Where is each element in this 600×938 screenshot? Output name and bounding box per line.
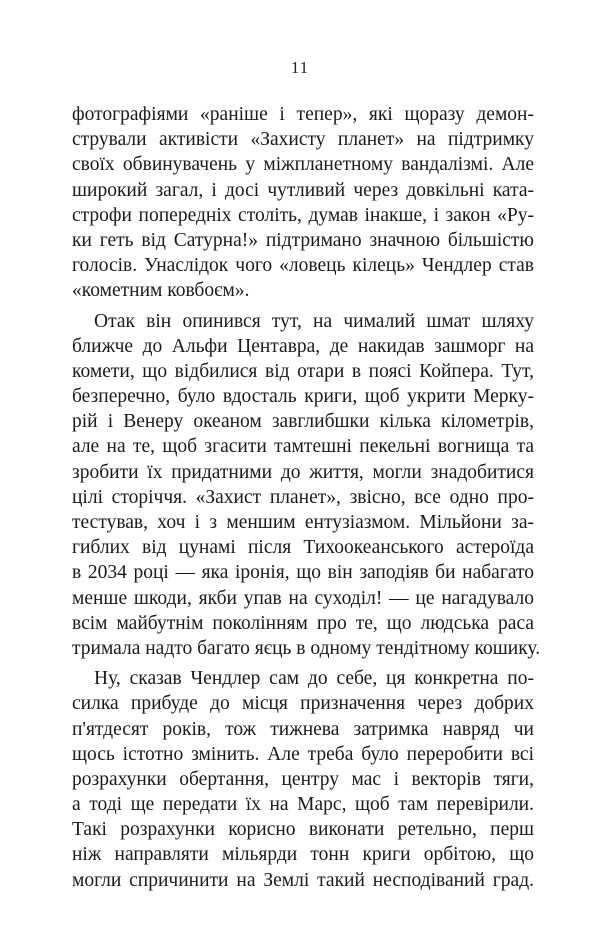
text-line: безперечно, було вдосталь криги, щоб укрити Мерку- [72,386,534,408]
paragraph-1 [72,102,534,304]
text-line: ближче до Альфи Центавра, де накидав зашморг на [72,335,534,357]
text-line: тестував, хоч і з меншим ентузіазмом. Мільйони за- [72,512,534,533]
text-line: голосів. Унаслідок чого «ловець кілець» Чендлер став [72,255,534,277]
text-line: силка прибуде до місця призначення через добрих [72,693,534,715]
text-line: стрували активісти «Захисту планет» на підтримку [72,129,534,151]
text-line: Отак він опинився тут, на чималий шмат шляху [94,310,534,332]
text-line: строфи попередніх століть, думав інакше, і закон «Ру- [72,204,534,226]
text-line: «кометним ковбоєм». [72,280,250,302]
text-line: комети, що відбилися від отари в поясі Койпера. Тут, [72,360,534,382]
text-line: широкий загал, і досі чутливий через довкільні ката- [72,179,534,201]
page-number: 11 [290,58,310,77]
text-line: тримала надто багато яєць в одному тендітному кошику. [72,637,541,659]
text-line: ніж направляти мільярди тонн криги орбітою, що [72,844,534,866]
text-line: ки геть від Сатурна!» підтримано значною більшістю [72,229,534,251]
text-line: п'ятдесят років, тож тижнева затримка навряд чи [72,718,534,740]
text-line: своїх обвинувачень у міжпланетному вандалізмі. Але [72,154,534,176]
text-line: Ну, сказав Чендлер сам до себе, ця конкретна по- [94,668,534,690]
text-line: фотографіями «раніше і тепер», які щоразу демон- [72,104,534,125]
text-line: а тоді ще передати їх на Марс, щоб там перевірили. [72,794,534,816]
text-line: менше шкоди, якби упав на суходіл! — це нагадувало [72,587,534,609]
text-line: щось істотно змінить. Але треба було переробити всі [72,743,534,765]
text-line: розрахунки обертання, центру мас і векторів тяги, [72,768,534,790]
text-line: зробити їх придатними до життя, могли знадобитися [72,461,534,483]
paragraph-3 [72,666,534,893]
text-line: в 2034 році — яка іронія, що він заподіяв би набагато [72,562,534,584]
body-text [72,102,541,893]
text-line: всім майбутнім поколінням про те, що людська раса [72,612,534,634]
text-line: рій і Венеру океаном завглибшки кілька кілометрів, [72,411,534,433]
text-line: гиблих від цунамі після Тихоокеанського астероїда [72,537,534,559]
text-line: цілі сторіччя. «Захист планет», звісно, все одно про- [72,486,534,508]
text-line: Такі розрахунки корисно виконати ретельно, перш [72,819,534,841]
text-line: могли спричинити на Землі такий несподіваний град. [72,869,534,891]
paragraph-2 [72,309,541,662]
text-line: але на те, щоб згасити тамтешні пекельні вогнища та [72,436,534,458]
